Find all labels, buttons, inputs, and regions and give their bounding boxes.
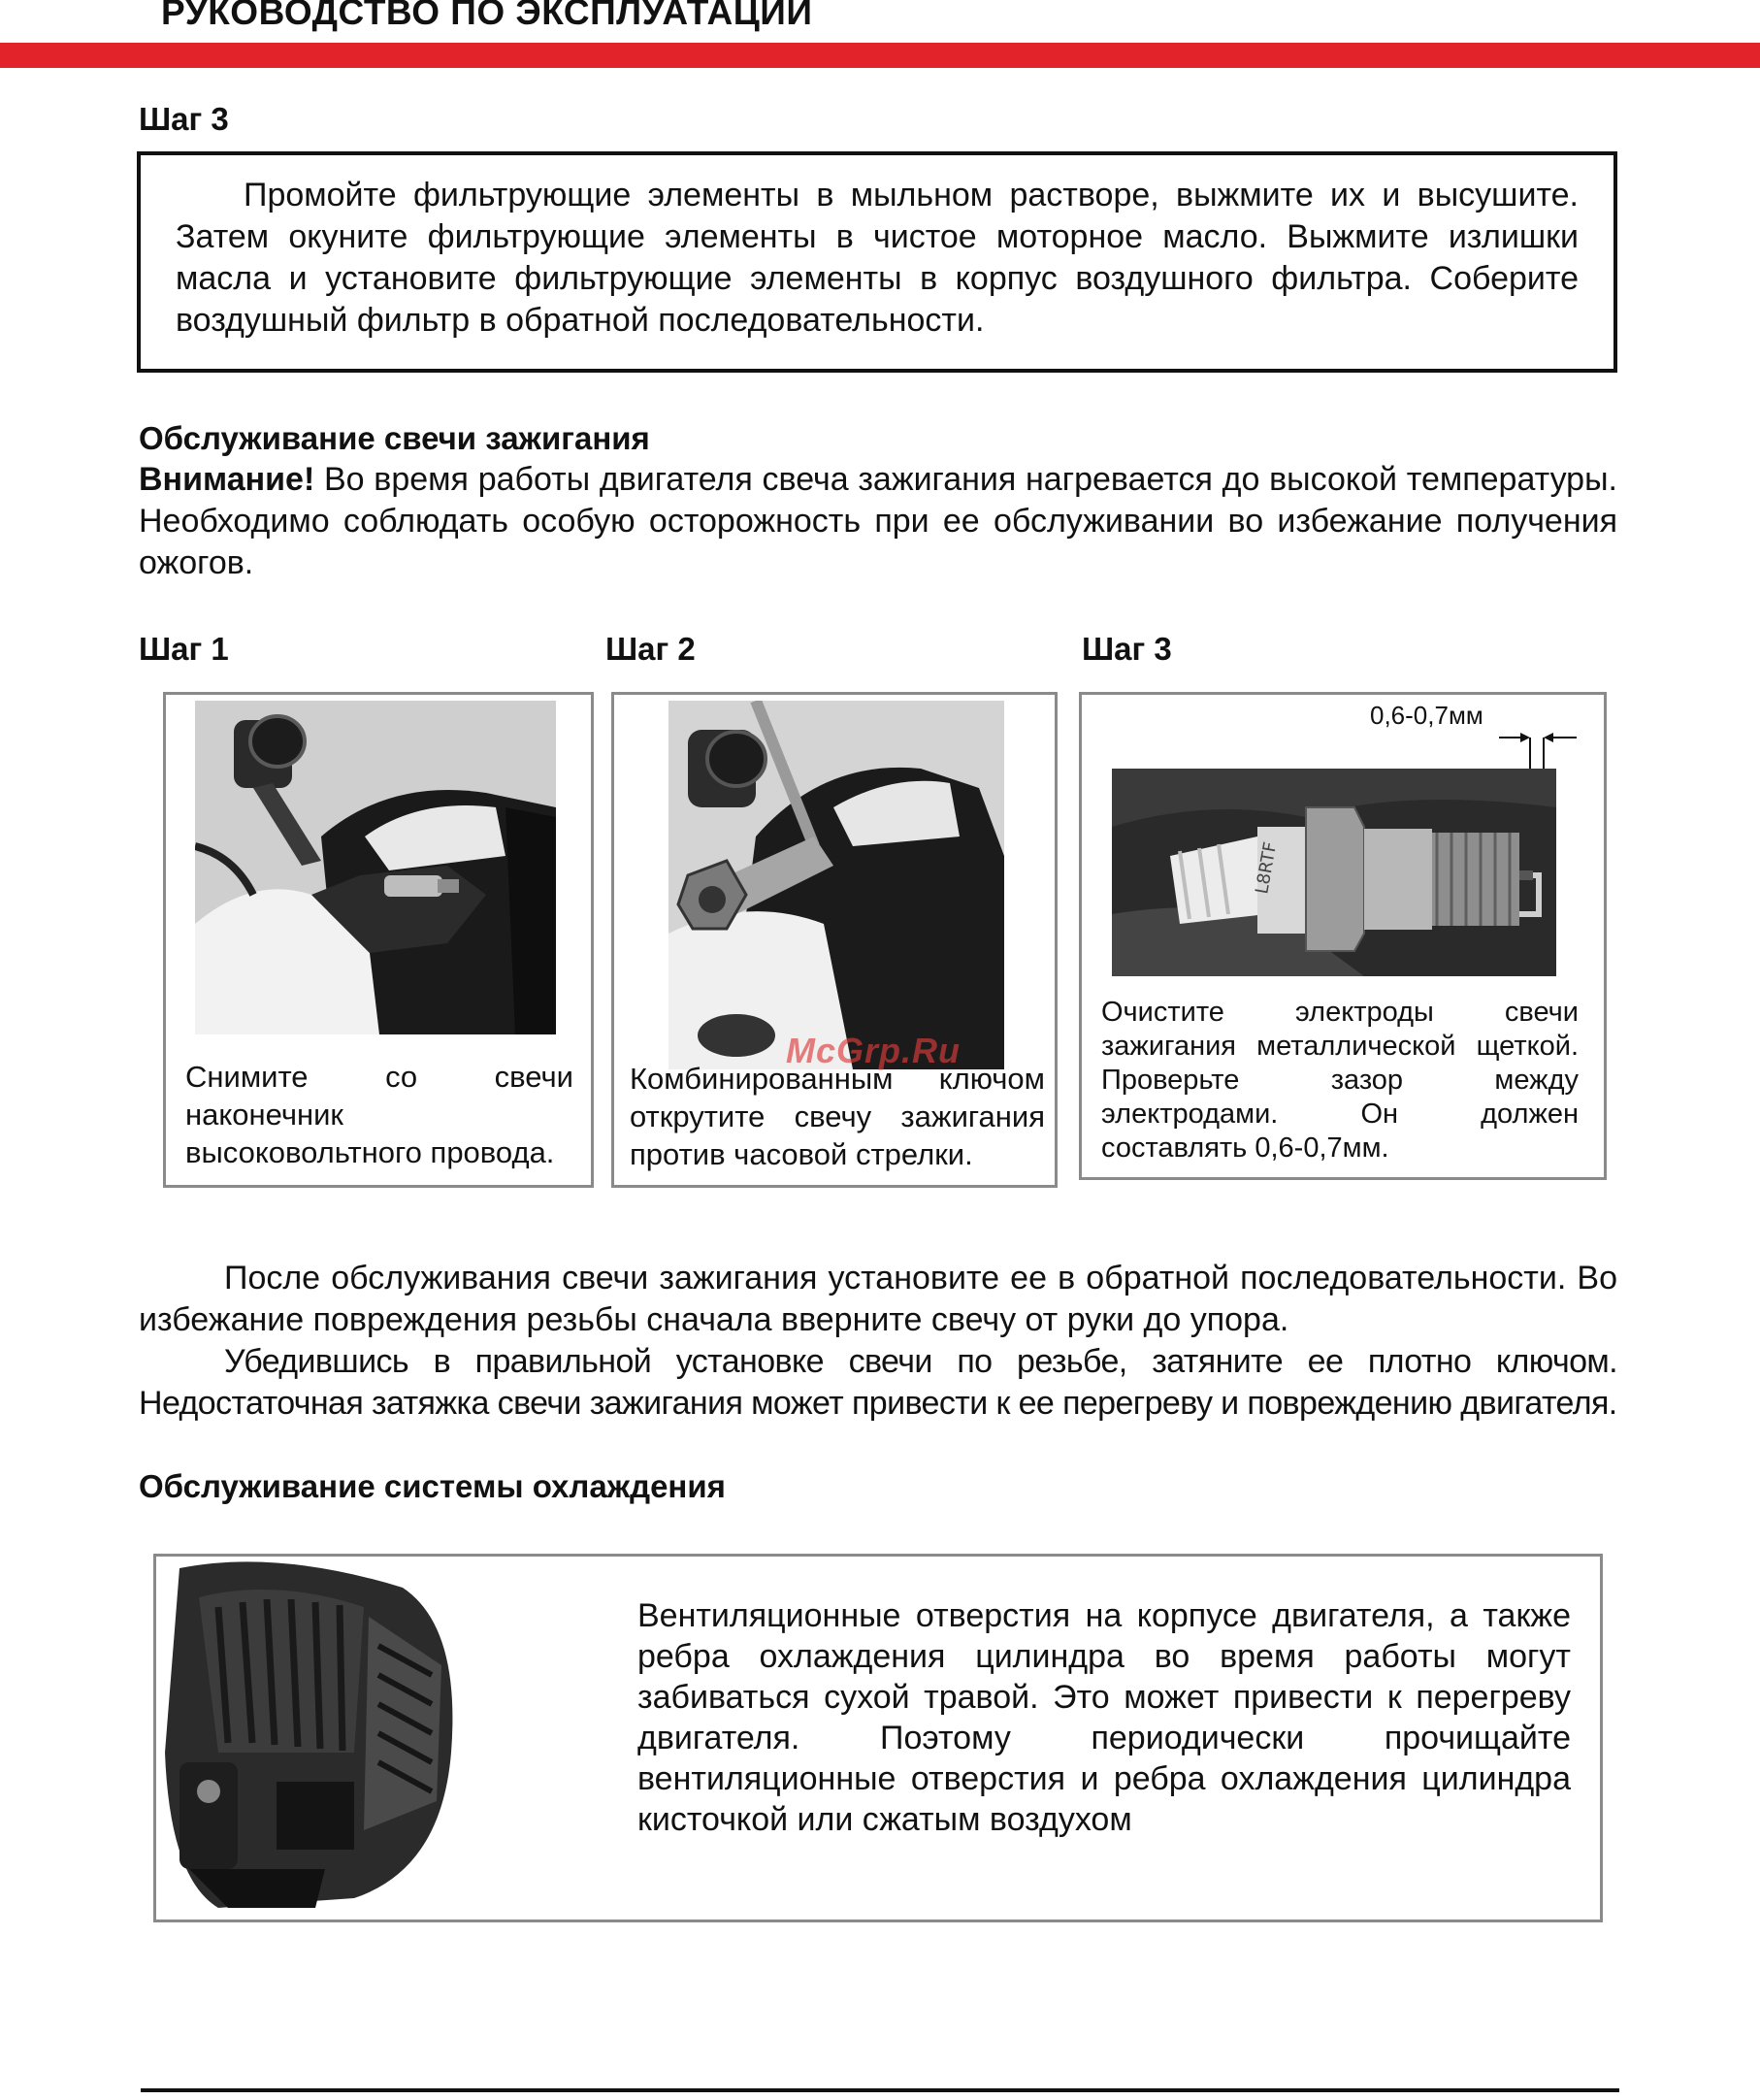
spark-section-heading: Обслуживание свечи зажигания — [139, 420, 650, 456]
after-spark-paragraph-2: Убедившись в правильной установке свечи по резьбе, затяните ее плотно ключом. Недостаточная затяжка свечи зажигания может привести к ее перегреву и повреждению двигателя. — [139, 1343, 1617, 1422]
warning-text: Во время работы двигателя свеча зажигания нагревается до высокой температуры. Необходимо соблюдать особую осторожность при ее обслуживании во избежание получения ожогов. — [139, 461, 1617, 581]
gap-dimension-label: 0,6-0,7мм — [1370, 701, 1483, 730]
page-header-title: РУКОВОДСТВО ПО ЭКСПЛУАТАЦИИ — [161, 0, 813, 32]
filter-step-label: Шаг 3 — [139, 101, 229, 137]
after-spark-paragraph-1: После обслуживания свечи зажигания установите ее в обратной последовательности. Во избежание повреждения резьбы сначала вверните свечу от руки до упора. — [139, 1260, 1617, 1338]
step-1-caption: Снимите со свечи наконечник высоковольтного провода. — [185, 1060, 573, 1169]
engine-vents-photo — [160, 1559, 473, 1918]
spark-warning-paragraph — [139, 459, 1617, 584]
step-1-photo — [195, 701, 556, 1034]
step-3-caption: Очистите электроды свечи зажигания металлической щеткой. Проверьте зазор между электродами. Он должен составлять 0,6-0,7мм. — [1101, 997, 1579, 1164]
step-3-photo — [1112, 769, 1556, 976]
footer-rule — [141, 2088, 1619, 2092]
spark-step-3-label: Шаг 3 — [1082, 631, 1172, 667]
cooling-card — [153, 1554, 1603, 1922]
warning-label: Внимание! — [139, 461, 315, 498]
wrench-on-engine-photo — [668, 701, 1004, 1069]
spark-step-1-label: Шаг 1 — [139, 631, 229, 667]
watermark-text: McGrp.Ru — [786, 1031, 961, 1070]
after-spark-paragraphs — [139, 1258, 1617, 1425]
header-red-bar — [0, 43, 1760, 68]
spark-step-2-label: Шаг 2 — [605, 631, 696, 667]
plug-marking-text: L8RTF — [1252, 840, 1282, 896]
spark-step-3-card — [1079, 692, 1607, 1180]
step-2-caption: Комбинированным ключом открутите свечу зажигания против часовой стрелки. — [630, 1062, 1045, 1171]
cooling-photo — [160, 1559, 473, 1918]
spark-step-1-card — [163, 692, 594, 1188]
filter-step-box — [137, 151, 1617, 373]
filter-step-text: Промойте фильтрующие элементы в мыльном растворе, выжмите их и высушите. Затем окуните фильтрующие элементы в чистое моторное масло. Выжмите излишки масла и установите фильтрующие элементы в корпус воздушного фильтра. Соберите воздушный фильтр в обратной последовательности. — [176, 177, 1579, 339]
step-2-photo — [668, 701, 1004, 1069]
engine-cover-photo — [195, 701, 556, 1034]
spark-plug-photo — [1112, 769, 1556, 976]
cooling-section-heading: Обслуживание системы охлаждения — [139, 1468, 726, 1504]
spark-step-2-card — [611, 692, 1058, 1188]
cooling-text: Вентиляционные отверстия на корпусе двигателя, а также ребра охлаждения цилиндра во время работы могут забиваться сухой травой. Это может привести к перегреву двигателя. Поэтому периодически прочищайте вентиляционные отверстия и ребра охлаждения цилиндра кисточкой или сжатым воздухом — [637, 1597, 1571, 1838]
